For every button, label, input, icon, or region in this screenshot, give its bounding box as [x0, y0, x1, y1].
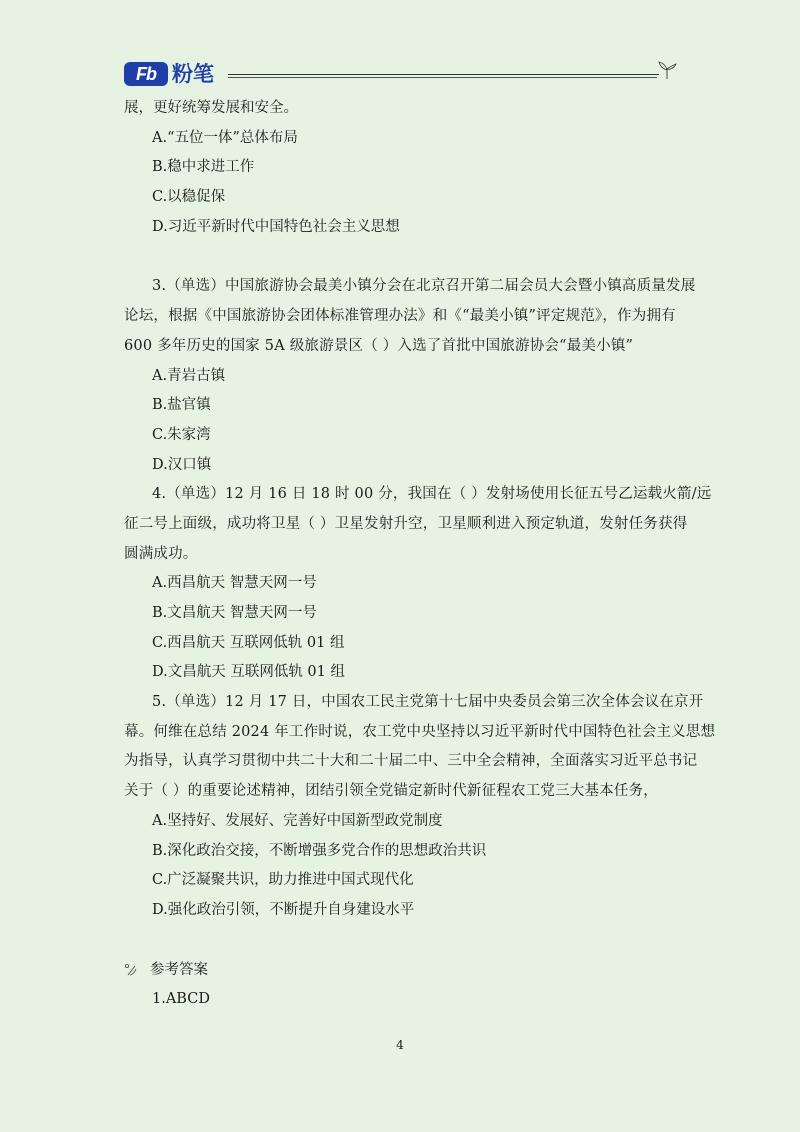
page-header: [124, 60, 679, 90]
header-rule: [228, 74, 659, 75]
question-5-text-cont: 为指导，认真学习贯彻中共二十大和二十届二中、三中全会精神，全面落实习近平总书记: [124, 753, 698, 770]
option-d: D.习近平新时代中国特色社会主义思想: [152, 218, 400, 235]
sprout-icon: [655, 60, 679, 80]
spacer: [124, 926, 684, 956]
answer-section-title: [124, 956, 684, 986]
option-b: B.稳中求进工作: [152, 159, 255, 176]
pen-icon: [124, 963, 138, 977]
option-c: C.朱家湾: [152, 426, 211, 443]
question-3-text-cont: 600 多年历史的国家 5A 级旅游景区（ ）入选了首批中国旅游协会“最美小镇”: [124, 337, 634, 354]
option-d: D.强化政治引领，不断提升自身建设水平: [152, 901, 415, 918]
question-3-text: 3.（单选）中国旅游协会最美小镇分会在北京召开第二届会员大会暨小镇高质量发展: [152, 278, 696, 295]
header-rule-secondary: [228, 77, 657, 78]
option-d: D.文昌航天 互联网低轨 01 组: [152, 664, 345, 681]
question-4-text-cont: 征二号上面级，成功将卫星（ ）卫星发射升空，卫星顺利进入预定轨道，发射任务获得: [124, 515, 688, 532]
spacer: [124, 242, 684, 272]
option-c: C.西昌航天 互联网低轨 01 组: [152, 634, 345, 651]
question-3-text-cont: 论坛，根据《中国旅游协会团体标准管理办法》和《“最美小镇”评定规范》，作为拥有: [124, 308, 676, 325]
question-5-text: 5.（单选）12 月 17 日，中国农工民主党第十七届中央委员会第三次全体会议在京开: [152, 694, 704, 711]
option-c: C.广泛凝聚共识，助力推进中国式现代化: [152, 872, 414, 889]
option-d: D.汉口镇: [152, 456, 212, 473]
option-a: A.西昌航天 智慧天网一号: [152, 575, 317, 592]
fenbi-logo: [124, 62, 214, 86]
question-4-text: 4.（单选）12 月 16 日 18 时 00 分，我国在（ ）发射场使用长征五号乙运载火箭/远: [152, 486, 712, 503]
option-a: A.青岩古镇: [152, 367, 226, 384]
option-a: A.坚持好、发展好、完善好中国新型政党制度: [152, 812, 443, 829]
logo-text: 粉笔: [172, 62, 214, 86]
answer-1: 1.ABCD: [152, 991, 210, 1008]
page-number: 4: [396, 1038, 404, 1052]
question-4-text-cont: 圆满成功。: [124, 545, 198, 562]
option-b: B.深化政治交接，不断增强多党合作的思想政治共识: [152, 842, 487, 859]
option-a: A.“五位一体”总体布局: [152, 129, 298, 146]
answer-title-text: 参考答案: [150, 961, 208, 978]
text-line: 展，更好统筹发展和安全。: [124, 100, 298, 116]
option-b: B.文昌航天 智慧天网一号: [152, 605, 317, 621]
question-5-text-cont: 幕。何维在总结 2024 年工作时说，农工党中央坚持以习近平新时代中国特色社会主义思想: [124, 723, 716, 740]
option-b: B.盐官镇: [152, 397, 211, 414]
document-body: [124, 94, 716, 1015]
question-5-text-cont: 关于（ ）的重要论述精神，团结引领全党锚定新时代新征程农工党三大基本任务，: [124, 783, 659, 800]
logo-mark: Fb: [124, 62, 168, 86]
option-c: C.以稳促保: [152, 189, 226, 206]
